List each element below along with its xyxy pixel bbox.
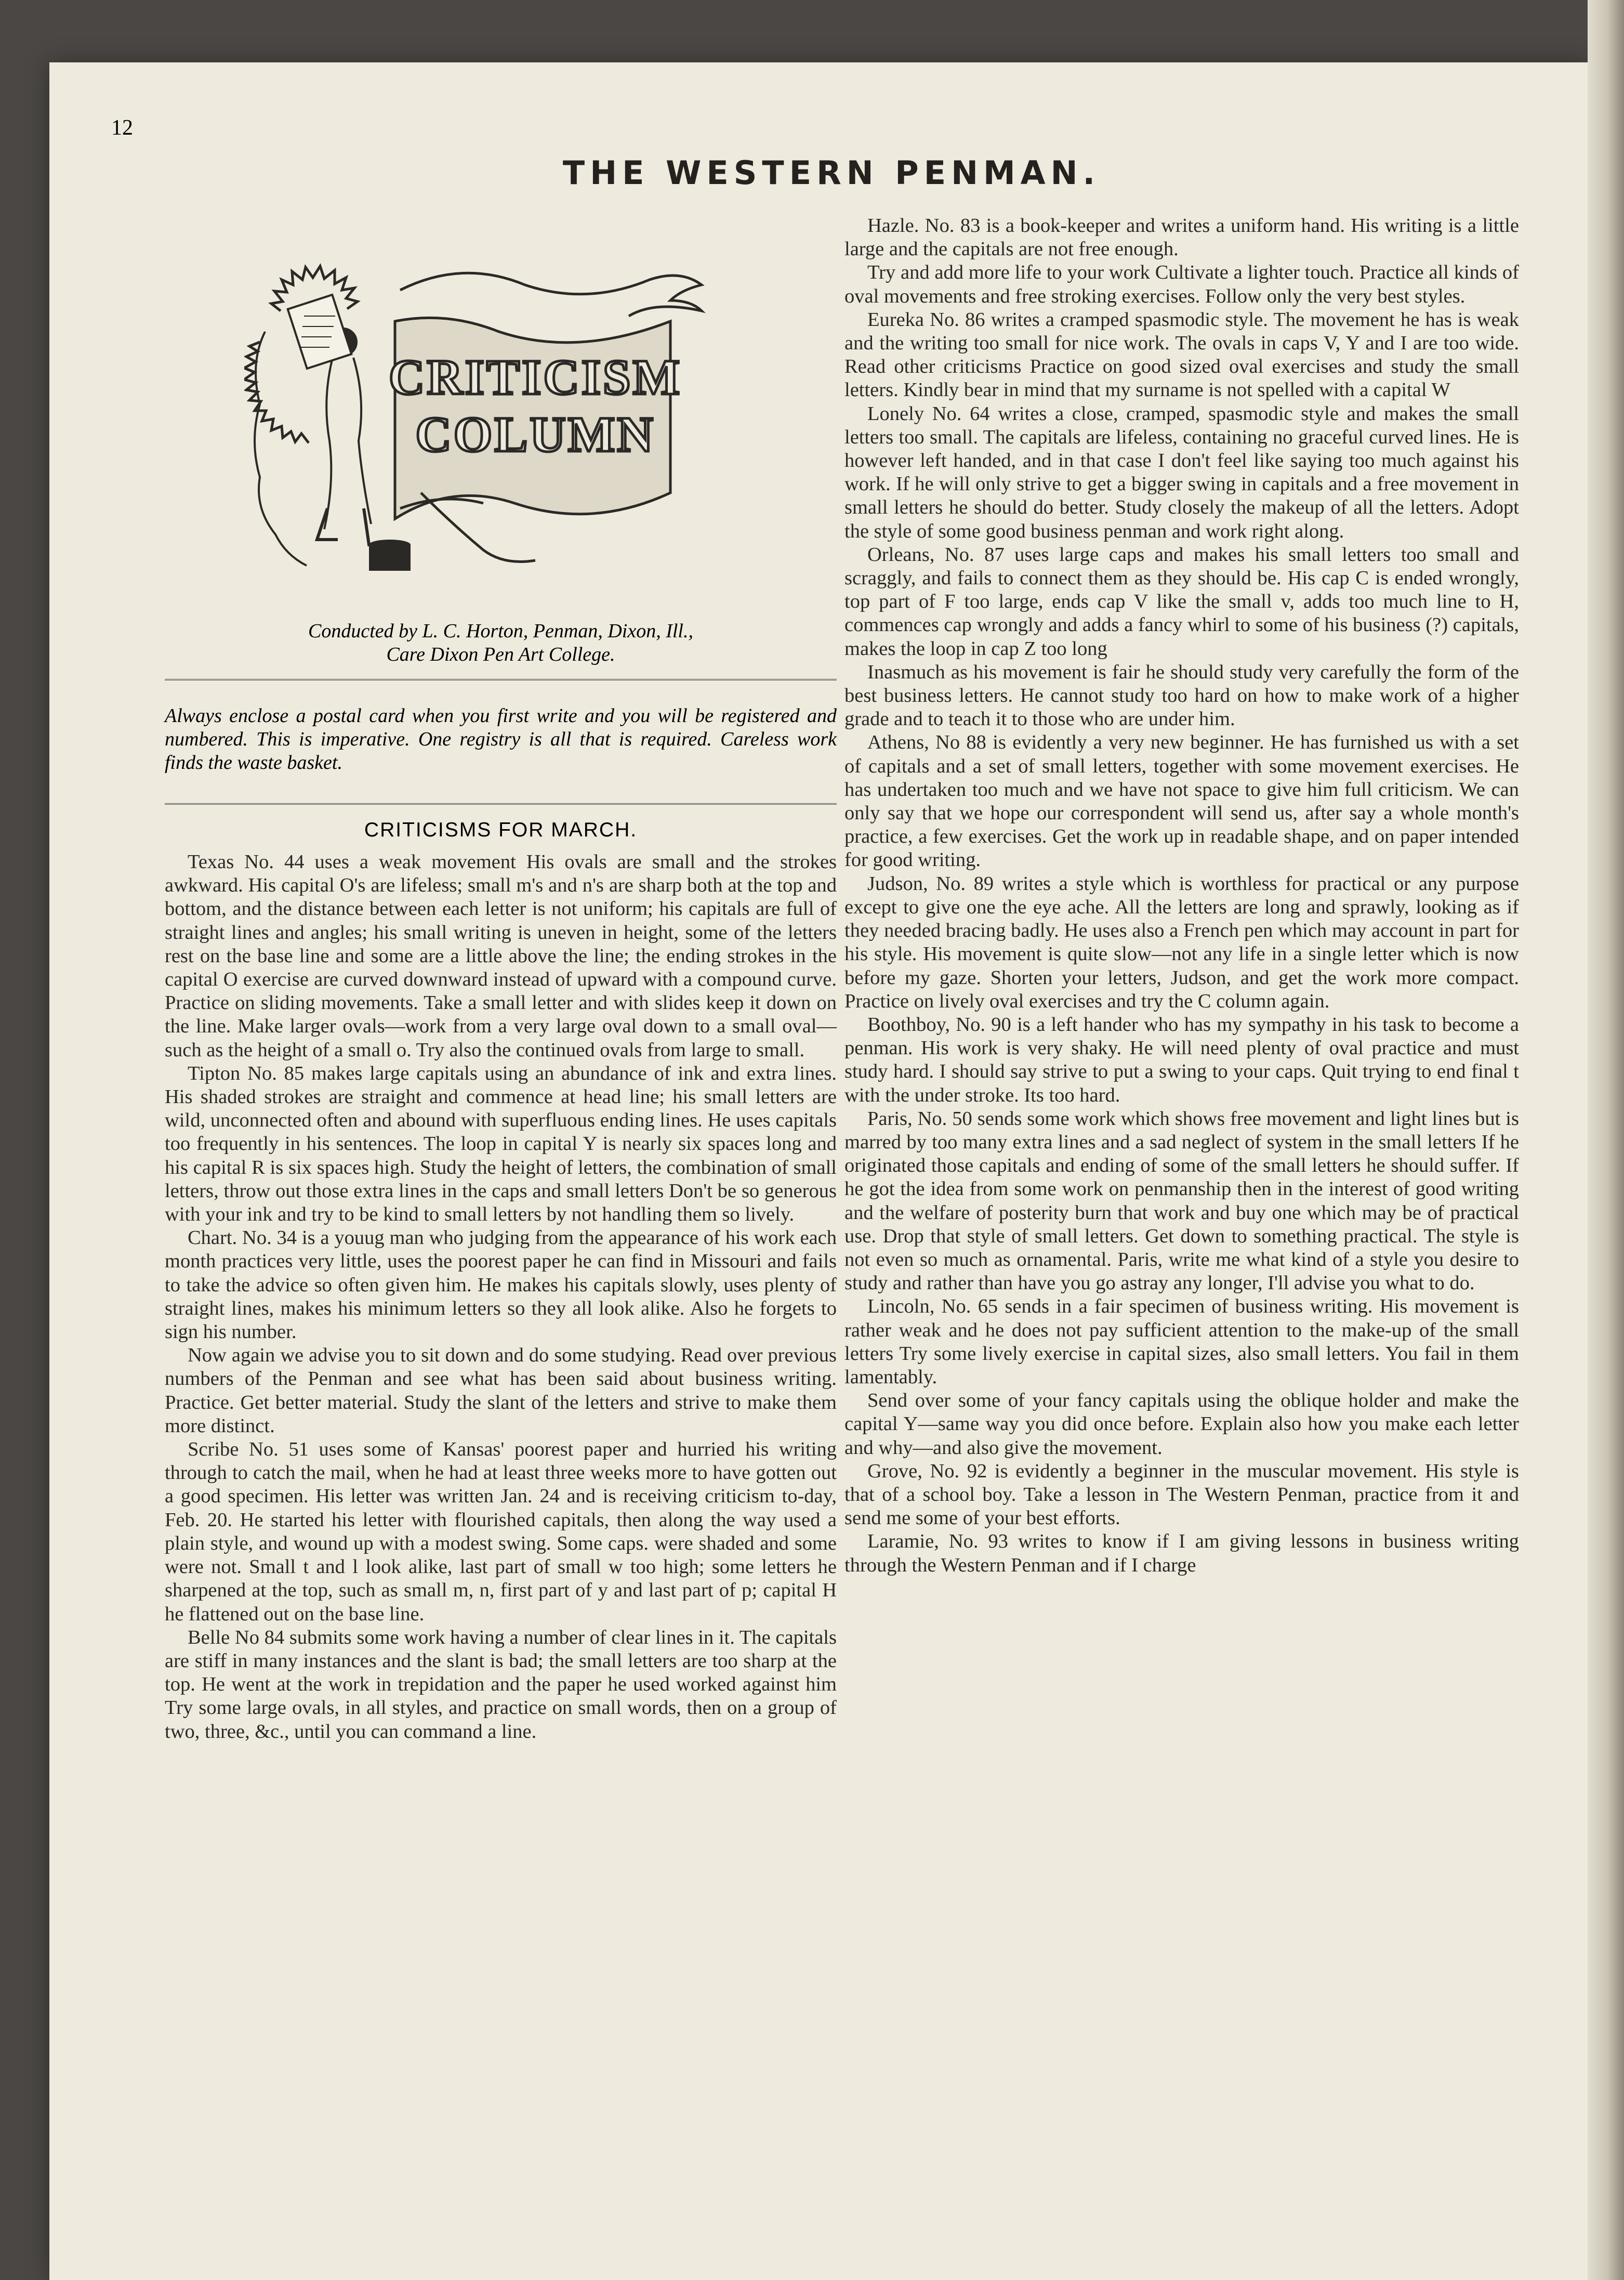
criticism-paragraph: Orleans, No. 87 uses large caps and makes his small letters too small and scraggly, and fails to connect them as they should be. His cap C is ended wrongly, top part of F too large, ends cap V like the small v, adds too much line to H, commences cap wrongly and adds a fancy whirl to some of his business (?) capitals, makes the loop in cap Z too long: [844, 543, 1519, 660]
inkwell-icon: [369, 540, 411, 571]
criticism-paragraph: Now again we advise you to sit down and do some studying. Read over previous numbers of the Penman and see what has been said about business writing. Practice. Get better material. Study the slant of the letters and strive to make them more distinct.: [165, 1344, 837, 1437]
criticism-paragraph: Judson, No. 89 writes a style which is worthless for practical or any purpose except to give one the eye ache. All the letters are long and sprawly, looking as if they needed bracing badly. He uses also a French pen which may account in part for his style. His movement is quite slow—not any life in a single letter which is now before my gaze. Shorten your letters, Judson, and get the work more compact. Practice on lively oval exercises and try the C column again.: [844, 872, 1519, 1012]
criticism-paragraph: Try and add more life to your work Cultivate a lighter touch. Practice all kinds of oval movements and free stroking exercises. Follow only the very best styles.: [844, 261, 1519, 307]
criticism-paragraph: Hazle. No. 83 is a book-keeper and writes a uniform hand. His writing is a little large and the capitals are not free enough.: [844, 215, 1519, 260]
criticism-paragraph: Texas No. 44 uses a weak movement His ovals are small and the strokes awkward. His capital O's are lifeless; small m's and n's are sharp both at the top and bottom, and the distance between each letter is not uniform; his capitals are full of straight lines and angles; his small writing is uneven in height, some of the letters rest on the base line and some are a little above the line; the ending strokes in the capital O exercise are curved downward instead of upward with a compound curve. Practice on sliding movements. Take a small letter and with slides keep it down on the line. Make larger ovals—work from a very large oval down to a small oval—such as the height of a small o. Try also the continued ovals from large to small.: [165, 851, 837, 1061]
divider-rule: [165, 803, 837, 805]
conducted-by-line2: Care Dixon Pen Art College.: [386, 644, 615, 665]
criticism-paragraph: Lonely No. 64 writes a close, cramped, spasmodic style and makes the small letters too small. The capitals are lifeless, containing no graceful curved lines. He is however left handed, and in that case I don't feel like saying too much against his work. If he will only strive to get a bigger swing in capitals and a free movement in small letters he should do better. Study closely the makeup of all the letters. Adopt the style of some good business penman and work right along.: [844, 402, 1519, 542]
left-column: [165, 850, 837, 1744]
right-column: [844, 214, 1519, 1577]
criticism-paragraph: Chart. No. 34 is a youug man who judging from the appearance of his work each month practices very little, uses the poorest paper he can find in Missouri and fails to take the advice so often given him. He makes his capitals slowly, uses plenty of straight lines, makes his minimum letters so they all look alike. Also he forgets to sign his number.: [165, 1227, 837, 1343]
criticism-paragraph: Scribe No. 51 uses some of Kansas' poorest paper and hurried his writing through to catch the mail, when he had at least three weeks more to have gotten out a good specimen. His letter was written Jan. 24 and is receiving criticism to-day, Feb. 20. He started his letter with flourished capitals, then along the way used a plain style, and wound up with a modest swing. Some caps. were shaded and some were not. Small t and l look alike, last part of small w too high; some letters he sharpened at the top, such as small m, n, first part of y and last part of p; capital H he flattened out on the base line.: [165, 1438, 837, 1625]
masthead-title: THE WESTERN PENMAN.: [562, 154, 1101, 192]
criticism-paragraph: Send over some of your fancy capitals using the oblique holder and make the capital Y—same way you did once before. Explain also how you make each letter and why—and also give the movement.: [844, 1390, 1519, 1459]
criticism-paragraph: Athens, No 88 is evidently a very new beginner. He has furnished us with a set of capitals and a set of small letters, together with some movement exercises. He has undertaken too much and we have not space to give him full criticism. We can only say that we hope our correspondent will send us, after say a whole month's practice, a few exercises. Get the work up in readable shape, and on paper intended for good writing.: [844, 731, 1519, 871]
criticism-paragraph: Laramie, No. 93 writes to know if I am giving lessons in business writing through the Western Penman and if I charge: [844, 1530, 1519, 1576]
criticism-paragraph: Grove, No. 92 is evidently a beginner in the muscular movement. His style is that of a school boy. Take a lesson in The Western Penman, practice from it and send me some of your best efforts.: [844, 1460, 1519, 1529]
criticism-paragraph: Eureka No. 86 writes a cramped spasmodic style. The movement he has is weak and the writing too small for nice work. The ovals in caps V, Y and I are too wide. Read other criticisms Practice on good sized oval exercises and study the small letters. Kindly bear in mind that my surname is not spelled with a capital W: [844, 308, 1519, 401]
page-number: 12: [111, 116, 133, 140]
logo-title-line2: COLUMN: [415, 407, 655, 462]
criticism-paragraph: Belle No 84 submits some work having a number of clear lines in it. The capitals are stiff in many instances and the slant is bad; the small letters are too sharp at the top. He went at the work in trepidation and the paper he used worked against him Try some large ovals, in all styles, and practice on small words, then on a group of two, three, &c., until you can command a line.: [165, 1626, 837, 1742]
criticism-paragraph: Paris, No. 50 sends some work which shows free movement and light lines but is marred by too many extra lines and a sad neglect of system in the small letters If he originated those capitals and ending of some of the small letters he should suffer. If he got the idea from some work on penmanship then in the interest of good writing and the welfare of posterity burn that work and buy one which may be of practical use. Drop that style of small letters. Get down to something practical. The style is not even so much as ornamental. Paris, write me what kind of a style you desire to study and rather than have you go astray any longer, I'll advise you what to do.: [844, 1107, 1519, 1294]
criticism-paragraph: Boothboy, No. 90 is a left hander who has my sympathy in his task to become a penman. His work is very shaky. He will need plenty of oval practice and must study hard. I should say strive to put a swing to your caps. Quit trying to end final t with the under stroke. Its too hard.: [844, 1013, 1519, 1106]
criticism-paragraph: Inasmuch as his movement is fair he should study very carefully the form of the best business letters. He cannot study too hard on how to make work of a higher grade and to teach it to those who are under him.: [844, 661, 1519, 730]
criticism-paragraph: Lincoln, No. 65 sends in a fair specimen of business writing. His movement is rather weak and he does not pay sufficient attention to the make-up of the small letters Try some lively exercise in capital sizes, also small letters. You fail in them lamentably.: [844, 1295, 1519, 1388]
section-heading: CRITICISMS FOR MARCH.: [364, 819, 638, 841]
logo-title-line1: CRITICISM: [388, 349, 682, 405]
next-page-edge: [1588, 0, 1624, 2280]
conducted-by-line1: Conducted by L. C. Horton, Penman, Dixon, Ill.,: [308, 620, 693, 642]
criticism-column-logo: [244, 238, 720, 615]
conducted-by: [165, 620, 837, 666]
divider-rule: [165, 679, 837, 680]
scribe-figure-icon: [288, 295, 390, 545]
registration-notice: Always enclose a postal card when you first write and you will be registered and numbered. This is imperative. One registry is all that is required. Careless work finds the waste basket.: [165, 705, 837, 774]
criticism-paragraph: Tipton No. 85 makes large capitals using an abundance of ink and extra lines. His shaded strokes are straight and commence at head line; his small letters are wild, unconnected often and abound with superfluous ending lines. He uses capitals too frequently in his sentences. The loop in capital Y is nearly six spaces long and his capital R is six spaces high. Study the height of letters, the combination of small letters, throw out those extra lines in the caps and small letters Don't be so generous with your ink and try to be kind to small letters by not handling them so lively.: [165, 1062, 837, 1226]
